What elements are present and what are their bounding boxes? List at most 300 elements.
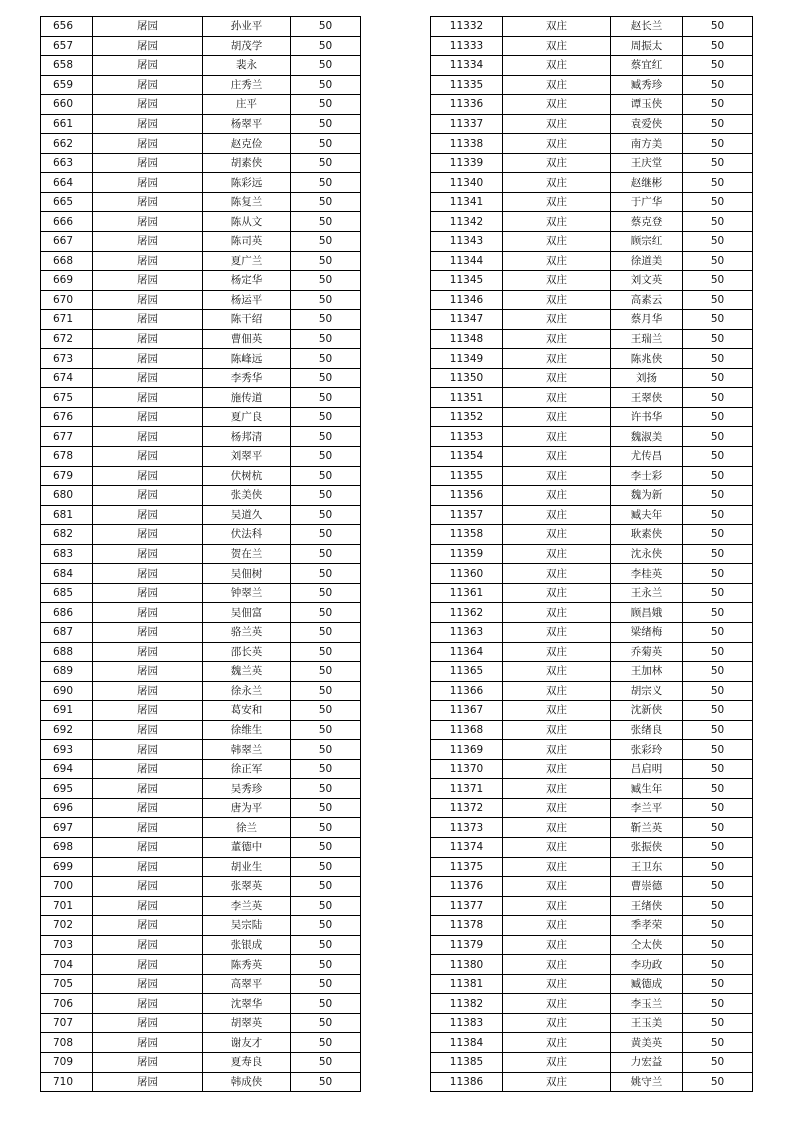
table-row	[431, 525, 753, 545]
cell-name: 沈永侠	[611, 544, 683, 564]
cell-name: 臧夫年	[611, 505, 683, 525]
table-row	[431, 114, 753, 134]
cell-amount: 50	[683, 505, 753, 525]
table-row	[431, 251, 753, 271]
cell-number: 11343	[431, 232, 503, 252]
cell-number: 709	[41, 1052, 93, 1072]
cell-name: 李兰平	[611, 798, 683, 818]
table-row	[41, 759, 361, 779]
cell-number: 675	[41, 388, 93, 408]
cell-name: 吴宗陆	[203, 916, 291, 936]
cell-number: 688	[41, 642, 93, 662]
table-row	[431, 212, 753, 232]
cell-village: 双庄	[503, 153, 611, 173]
cell-name: 许书华	[611, 407, 683, 427]
table-row	[431, 427, 753, 447]
cell-village: 屠园	[93, 251, 203, 271]
cell-amount: 50	[291, 212, 361, 232]
table-row	[431, 290, 753, 310]
cell-number: 698	[41, 837, 93, 857]
cell-amount: 50	[683, 447, 753, 467]
table-row	[41, 486, 361, 506]
table-row	[41, 212, 361, 232]
cell-number: 693	[41, 740, 93, 760]
cell-amount: 50	[683, 310, 753, 330]
cell-amount: 50	[291, 368, 361, 388]
cell-name: 赵克俭	[203, 134, 291, 154]
table-row	[431, 271, 753, 291]
cell-number: 11360	[431, 564, 503, 584]
cell-village: 屠园	[93, 368, 203, 388]
cell-name: 伏树杭	[203, 466, 291, 486]
cell-amount: 50	[683, 720, 753, 740]
cell-amount: 50	[291, 1033, 361, 1053]
cell-village: 屠园	[93, 1033, 203, 1053]
cell-name: 尤传昌	[611, 447, 683, 467]
cell-village: 双庄	[503, 525, 611, 545]
cell-name: 夏广良	[203, 407, 291, 427]
cell-village: 屠园	[93, 896, 203, 916]
cell-name: 贺在兰	[203, 544, 291, 564]
cell-amount: 50	[683, 251, 753, 271]
cell-village: 双庄	[503, 1033, 611, 1053]
table-row	[41, 75, 361, 95]
table-row	[431, 642, 753, 662]
cell-name: 刘翠平	[203, 447, 291, 467]
cell-amount: 50	[683, 759, 753, 779]
left-roster-body	[41, 17, 361, 1092]
cell-amount: 50	[683, 837, 753, 857]
table-row	[41, 153, 361, 173]
cell-number: 677	[41, 427, 93, 447]
cell-amount: 50	[291, 583, 361, 603]
cell-number: 683	[41, 544, 93, 564]
table-row	[431, 837, 753, 857]
cell-village: 双庄	[503, 368, 611, 388]
table-row	[431, 779, 753, 799]
cell-name: 庄平	[203, 95, 291, 115]
cell-number: 11377	[431, 896, 503, 916]
cell-number: 708	[41, 1033, 93, 1053]
cell-amount: 50	[683, 525, 753, 545]
cell-village: 屠园	[93, 798, 203, 818]
cell-village: 双庄	[503, 173, 611, 193]
cell-amount: 50	[291, 662, 361, 682]
table-row	[431, 857, 753, 877]
cell-name: 吴秀珍	[203, 779, 291, 799]
cell-amount: 50	[291, 310, 361, 330]
table-row	[41, 56, 361, 76]
table-row	[41, 877, 361, 897]
cell-amount: 50	[683, 134, 753, 154]
cell-number: 11386	[431, 1072, 503, 1092]
cell-name: 季孝荣	[611, 916, 683, 936]
cell-amount: 50	[683, 818, 753, 838]
cell-village: 屠园	[93, 681, 203, 701]
cell-village: 屠园	[93, 114, 203, 134]
cell-village: 屠园	[93, 388, 203, 408]
table-row	[431, 505, 753, 525]
cell-amount: 50	[683, 662, 753, 682]
cell-number: 658	[41, 56, 93, 76]
table-row	[41, 955, 361, 975]
cell-name: 臧秀珍	[611, 75, 683, 95]
cell-village: 双庄	[503, 798, 611, 818]
cell-name: 张彩玲	[611, 740, 683, 760]
cell-village: 双庄	[503, 857, 611, 877]
cell-name: 王卫东	[611, 857, 683, 877]
cell-number: 668	[41, 251, 93, 271]
cell-village: 双庄	[503, 114, 611, 134]
table-row	[41, 466, 361, 486]
cell-amount: 50	[683, 427, 753, 447]
cell-name: 刘文英	[611, 271, 683, 291]
table-row	[431, 1072, 753, 1092]
cell-village: 屠园	[93, 56, 203, 76]
cell-number: 11335	[431, 75, 503, 95]
cell-amount: 50	[683, 368, 753, 388]
table-row	[41, 329, 361, 349]
cell-number: 11368	[431, 720, 503, 740]
cell-name: 魏淑美	[611, 427, 683, 447]
cell-number: 696	[41, 798, 93, 818]
table-row	[431, 310, 753, 330]
cell-name: 王永兰	[611, 583, 683, 603]
cell-number: 11366	[431, 681, 503, 701]
cell-name: 胡业生	[203, 857, 291, 877]
cell-village: 屠园	[93, 916, 203, 936]
cell-name: 胡素侠	[203, 153, 291, 173]
cell-name: 陈复兰	[203, 192, 291, 212]
cell-name: 徐永兰	[203, 681, 291, 701]
cell-village: 双庄	[503, 427, 611, 447]
cell-amount: 50	[683, 681, 753, 701]
cell-amount: 50	[683, 974, 753, 994]
cell-village: 屠园	[93, 447, 203, 467]
cell-amount: 50	[291, 740, 361, 760]
cell-number: 11332	[431, 17, 503, 37]
cell-village: 屠园	[93, 427, 203, 447]
cell-number: 11378	[431, 916, 503, 936]
cell-village: 屠园	[93, 642, 203, 662]
cell-village: 屠园	[93, 720, 203, 740]
cell-village: 双庄	[503, 75, 611, 95]
cell-number: 666	[41, 212, 93, 232]
table-row	[431, 955, 753, 975]
cell-number: 11370	[431, 759, 503, 779]
table-row	[41, 701, 361, 721]
cell-number: 11354	[431, 447, 503, 467]
cell-name: 谭玉侠	[611, 95, 683, 115]
cell-amount: 50	[683, 17, 753, 37]
cell-number: 703	[41, 935, 93, 955]
cell-amount: 50	[683, 290, 753, 310]
table-row	[431, 1013, 753, 1033]
table-row	[41, 1072, 361, 1092]
cell-number: 11359	[431, 544, 503, 564]
cell-village: 双庄	[503, 1052, 611, 1072]
table-row	[431, 232, 753, 252]
cell-village: 屠园	[93, 662, 203, 682]
cell-amount: 50	[291, 837, 361, 857]
cell-amount: 50	[683, 407, 753, 427]
cell-number: 657	[41, 36, 93, 56]
cell-name: 李玉兰	[611, 994, 683, 1014]
cell-amount: 50	[683, 212, 753, 232]
table-row	[41, 798, 361, 818]
cell-amount: 50	[291, 720, 361, 740]
cell-number: 11381	[431, 974, 503, 994]
cell-name: 徐维生	[203, 720, 291, 740]
table-row	[431, 95, 753, 115]
cell-name: 骆兰英	[203, 622, 291, 642]
cell-village: 双庄	[503, 1013, 611, 1033]
cell-village: 双庄	[503, 388, 611, 408]
cell-amount: 50	[683, 877, 753, 897]
cell-village: 双庄	[503, 310, 611, 330]
table-row	[41, 662, 361, 682]
table-row	[41, 525, 361, 545]
cell-name: 葛安和	[203, 701, 291, 721]
table-row	[41, 114, 361, 134]
cell-village: 屠园	[93, 544, 203, 564]
cell-name: 张翠英	[203, 877, 291, 897]
table-row	[41, 622, 361, 642]
cell-name: 臧生年	[611, 779, 683, 799]
table-row	[41, 173, 361, 193]
table-row	[431, 329, 753, 349]
cell-amount: 50	[291, 192, 361, 212]
cell-number: 669	[41, 271, 93, 291]
right-roster-table	[430, 16, 753, 1092]
cell-amount: 50	[683, 1033, 753, 1053]
table-row	[41, 837, 361, 857]
cell-amount: 50	[683, 329, 753, 349]
cell-name: 梁绪梅	[611, 622, 683, 642]
cell-name: 张振侠	[611, 837, 683, 857]
cell-number: 673	[41, 349, 93, 369]
cell-village: 双庄	[503, 544, 611, 564]
cell-amount: 50	[291, 427, 361, 447]
cell-number: 11353	[431, 427, 503, 447]
cell-name: 吴佃富	[203, 603, 291, 623]
cell-amount: 50	[683, 955, 753, 975]
cell-name: 王庆堂	[611, 153, 683, 173]
cell-number: 11383	[431, 1013, 503, 1033]
cell-number: 11380	[431, 955, 503, 975]
table-row	[431, 916, 753, 936]
cell-number: 695	[41, 779, 93, 799]
cell-number: 694	[41, 759, 93, 779]
table-row	[431, 36, 753, 56]
cell-number: 11382	[431, 994, 503, 1014]
table-row	[431, 486, 753, 506]
cell-amount: 50	[291, 798, 361, 818]
cell-amount: 50	[683, 994, 753, 1014]
cell-amount: 50	[291, 56, 361, 76]
cell-number: 11342	[431, 212, 503, 232]
cell-village: 屠园	[93, 271, 203, 291]
cell-name: 曹佃英	[203, 329, 291, 349]
cell-amount: 50	[291, 622, 361, 642]
cell-name: 蔡月华	[611, 310, 683, 330]
cell-village: 双庄	[503, 349, 611, 369]
cell-village: 屠园	[93, 994, 203, 1014]
table-row	[41, 407, 361, 427]
cell-name: 袁爱侠	[611, 114, 683, 134]
cell-name: 周振太	[611, 36, 683, 56]
cell-village: 双庄	[503, 251, 611, 271]
cell-name: 徐正军	[203, 759, 291, 779]
table-row	[41, 1013, 361, 1033]
cell-village: 双庄	[503, 994, 611, 1014]
cell-amount: 50	[291, 329, 361, 349]
cell-name: 吕启明	[611, 759, 683, 779]
cell-village: 屠园	[93, 17, 203, 37]
cell-amount: 50	[291, 916, 361, 936]
cell-village: 屠园	[93, 192, 203, 212]
cell-amount: 50	[683, 701, 753, 721]
cell-village: 屠园	[93, 583, 203, 603]
cell-amount: 50	[683, 544, 753, 564]
cell-village: 屠园	[93, 212, 203, 232]
table-row	[41, 427, 361, 447]
cell-village: 双庄	[503, 486, 611, 506]
cell-name: 王翠侠	[611, 388, 683, 408]
cell-amount: 50	[683, 1052, 753, 1072]
cell-number: 700	[41, 877, 93, 897]
cell-village: 屠园	[93, 349, 203, 369]
cell-number: 11347	[431, 310, 503, 330]
cell-amount: 50	[291, 603, 361, 623]
cell-number: 11356	[431, 486, 503, 506]
cell-number: 676	[41, 407, 93, 427]
table-row	[41, 583, 361, 603]
cell-name: 陈峰远	[203, 349, 291, 369]
table-row	[41, 95, 361, 115]
table-row	[431, 994, 753, 1014]
cell-village: 屠园	[93, 701, 203, 721]
cell-number: 659	[41, 75, 93, 95]
cell-village: 屠园	[93, 36, 203, 56]
cell-village: 屠园	[93, 955, 203, 975]
cell-amount: 50	[683, 622, 753, 642]
table-row	[41, 974, 361, 994]
cell-number: 699	[41, 857, 93, 877]
cell-name: 孙业平	[203, 17, 291, 37]
cell-amount: 50	[683, 896, 753, 916]
cell-number: 11371	[431, 779, 503, 799]
cell-amount: 50	[683, 935, 753, 955]
cell-name: 于广华	[611, 192, 683, 212]
cell-number: 710	[41, 1072, 93, 1092]
cell-amount: 50	[291, 544, 361, 564]
cell-number: 661	[41, 114, 93, 134]
cell-village: 屠园	[93, 466, 203, 486]
table-row	[431, 740, 753, 760]
cell-village: 屠园	[93, 877, 203, 897]
table-row	[41, 251, 361, 271]
cell-amount: 50	[291, 818, 361, 838]
cell-name: 李兰英	[203, 896, 291, 916]
cell-amount: 50	[683, 95, 753, 115]
table-row	[431, 173, 753, 193]
cell-name: 陈兆侠	[611, 349, 683, 369]
cell-amount: 50	[291, 75, 361, 95]
cell-village: 屠园	[93, 329, 203, 349]
cell-number: 11339	[431, 153, 503, 173]
cell-number: 667	[41, 232, 93, 252]
cell-amount: 50	[291, 896, 361, 916]
cell-village: 双庄	[503, 1072, 611, 1092]
cell-amount: 50	[291, 681, 361, 701]
cell-number: 11364	[431, 642, 503, 662]
cell-number: 690	[41, 681, 93, 701]
table-row	[431, 583, 753, 603]
cell-village: 双庄	[503, 329, 611, 349]
cell-amount: 50	[291, 877, 361, 897]
cell-amount: 50	[291, 251, 361, 271]
cell-number: 11344	[431, 251, 503, 271]
cell-number: 660	[41, 95, 93, 115]
cell-village: 屠园	[93, 564, 203, 584]
table-row	[41, 17, 361, 37]
table-row	[41, 368, 361, 388]
cell-number: 11358	[431, 525, 503, 545]
cell-village: 双庄	[503, 955, 611, 975]
cell-number: 11350	[431, 368, 503, 388]
cell-village: 双庄	[503, 974, 611, 994]
cell-amount: 50	[683, 798, 753, 818]
cell-number: 11341	[431, 192, 503, 212]
cell-amount: 50	[291, 857, 361, 877]
cell-village: 双庄	[503, 134, 611, 154]
cell-village: 屠园	[93, 622, 203, 642]
cell-village: 双庄	[503, 681, 611, 701]
cell-amount: 50	[291, 232, 361, 252]
cell-name: 胡宗义	[611, 681, 683, 701]
cell-number: 11365	[431, 662, 503, 682]
table-row	[431, 1052, 753, 1072]
table-row	[431, 153, 753, 173]
cell-name: 张银成	[203, 935, 291, 955]
cell-number: 701	[41, 896, 93, 916]
table-row	[431, 798, 753, 818]
cell-name: 李桂英	[611, 564, 683, 584]
table-row	[41, 857, 361, 877]
cell-village: 双庄	[503, 896, 611, 916]
cell-number: 706	[41, 994, 93, 1014]
table-row	[431, 447, 753, 467]
cell-number: 11367	[431, 701, 503, 721]
cell-amount: 50	[683, 740, 753, 760]
table-row	[41, 720, 361, 740]
cell-name: 陈秀英	[203, 955, 291, 975]
cell-village: 屠园	[93, 525, 203, 545]
cell-amount: 50	[683, 857, 753, 877]
cell-name: 钟翠兰	[203, 583, 291, 603]
table-row	[41, 818, 361, 838]
cell-village: 屠园	[93, 1013, 203, 1033]
cell-name: 姚守兰	[611, 1072, 683, 1092]
cell-number: 682	[41, 525, 93, 545]
cell-number: 678	[41, 447, 93, 467]
table-row	[431, 368, 753, 388]
cell-number: 672	[41, 329, 93, 349]
table-row	[41, 447, 361, 467]
cell-name: 吴佃树	[203, 564, 291, 584]
cell-amount: 50	[291, 486, 361, 506]
